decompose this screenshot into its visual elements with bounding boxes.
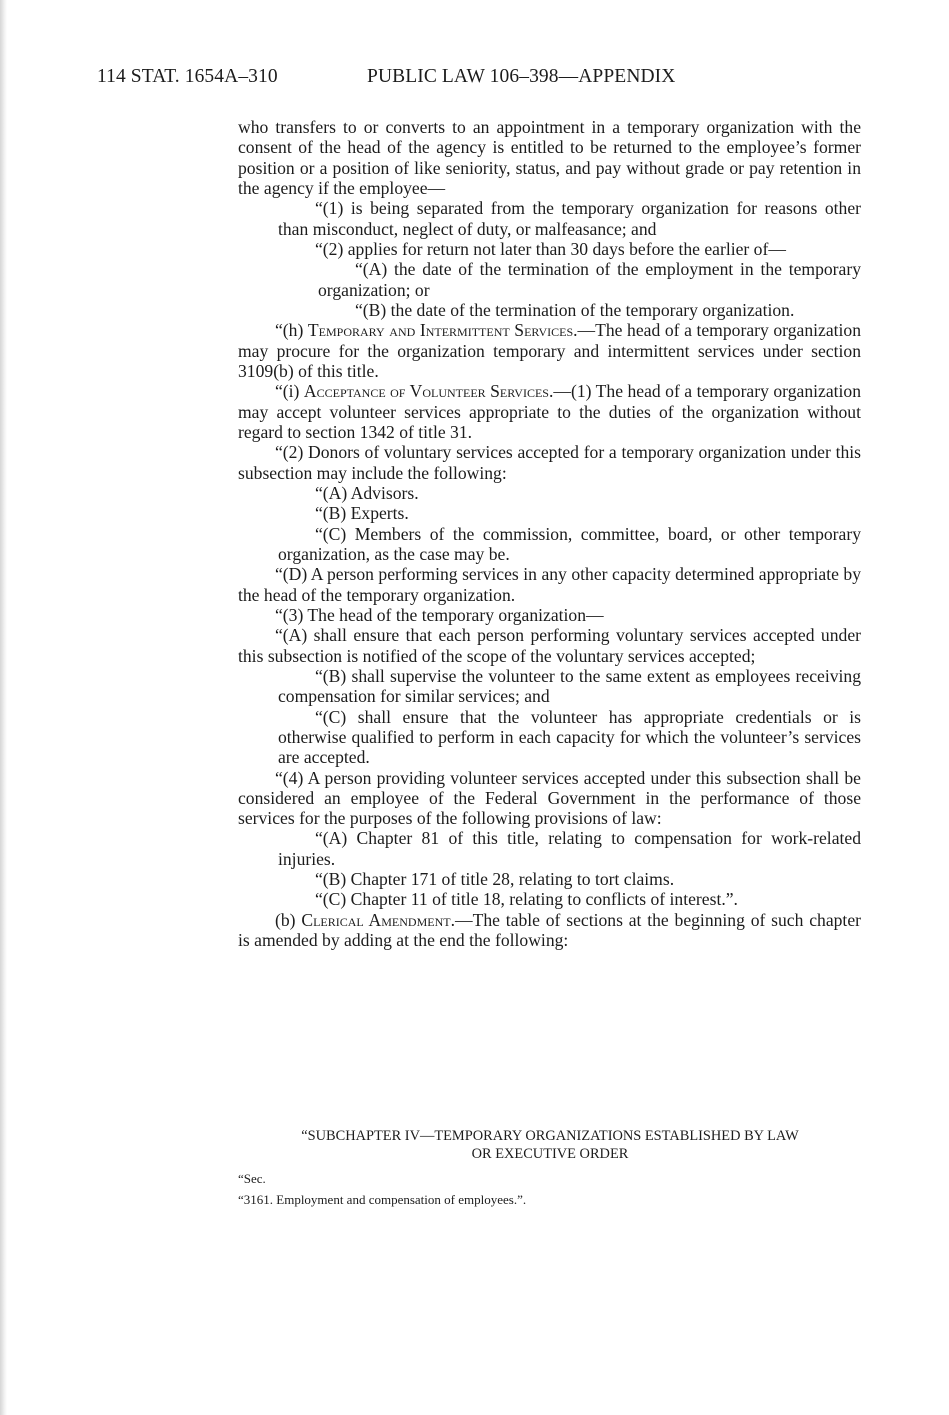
statute-reference: 114 STAT. 1654A–310 bbox=[97, 66, 278, 87]
subsection-i-2: “(2) Donors of voluntary services accepted for a temporary organization under this subsection may include the following: bbox=[238, 442, 861, 483]
subsection-i-4-b: “(B) Chapter 171 of title 28, relating to tort claims. bbox=[315, 869, 675, 890]
paragraph-2: “(2) applies for return not later than 30 days before the earlier of— bbox=[315, 238, 786, 259]
subsection-b bbox=[238, 910, 861, 951]
paragraph-2-a: “(A) the date of the termination of the employment in the temporary organization; or bbox=[318, 259, 861, 300]
paragraph-1: “(1) is being separated from the temporary organization for reasons other than misconduct, neglect of duty, or malfeasance; and bbox=[278, 198, 861, 239]
subsection-b-text: .—The table of sections at the beginning of such chapter is amended by adding at the end the following: bbox=[238, 909, 861, 951]
toc-sec-label: “Sec. bbox=[238, 1171, 266, 1186]
subchapter-heading bbox=[200, 1127, 900, 1163]
subsection-i-3-c: “(C) shall ensure that the volunteer has appropriate credentials or is otherwise qualified to perform in each capacity for which the volunteer’s services are accepted. bbox=[278, 706, 861, 768]
subsection-i-2-b: “(B) Experts. bbox=[315, 503, 409, 524]
paragraph-2-b: “(B) the date of the termination of the temporary organization. bbox=[355, 299, 795, 320]
subsection-h-text: .—The head of a temporary organization may procure for the organization temporary and intermittent services under section 3109(b) of this title. bbox=[238, 320, 861, 381]
scan-edge-shadow bbox=[0, 0, 7, 1415]
subsection-i-2-c: “(C) Members of the commission, committee, board, or other temporary organization, as the case may be. bbox=[278, 523, 861, 564]
subsection-h-caption: Temporary and Intermittent Services bbox=[307, 320, 574, 341]
subsection-i-4-c: “(C) Chapter 11 of title 18, relating to conflicts of interest.”. bbox=[315, 889, 738, 910]
subsection-i-2-d: “(D) A person performing services in any other capacity determined appropriate by the head of the temporary organization. bbox=[238, 564, 861, 605]
subsection-i-text: .—(1) The head of a temporary organization may accept volunteer services appropriate to the duties of the organization without regard to section 1342 of title 31. bbox=[238, 381, 861, 442]
subsection-i bbox=[238, 381, 861, 442]
subsection-h-number: “(h) bbox=[275, 320, 308, 341]
subsection-i-4: “(4) A person providing volunteer services accepted under this subsection shall be considered an employee of the Federal Government in the performance of those services for the purposes of the following provisions of law: bbox=[238, 767, 861, 829]
subsection-i-3-a: “(A) shall ensure that each person performing voluntary services accepted under this subsection is notified of the scope of the voluntary services accepted; bbox=[238, 625, 861, 666]
page-body bbox=[238, 117, 861, 950]
subsection-h bbox=[238, 320, 861, 381]
toc-item: “3161. Employment and compensation of employees.”. bbox=[238, 1192, 527, 1207]
subsection-i-3-b: “(B) shall supervise the volunteer to the same extent as employees receiving compensation for similar services; and bbox=[278, 665, 861, 707]
subsection-b-caption: Clerical Amendment bbox=[301, 909, 451, 930]
subsection-i-2-a: “(A) Advisors. bbox=[315, 482, 419, 503]
subsection-b-number: (b) bbox=[275, 909, 302, 930]
subsection-i-caption: Acceptance of Volunteer Services bbox=[303, 381, 549, 402]
paragraph-intro: who transfers to or converts to an appointment in a temporary organization with the consent of the head of the agency is entitled to be returned to the employee’s former position or a position of like seniority, status, and pay without grade or pay retention in the agency if the employee— bbox=[238, 117, 861, 198]
subchapter-heading-line-2: OR EXECUTIVE ORDER bbox=[471, 1146, 629, 1162]
public-law-reference: PUBLIC LAW 106–398—APPENDIX bbox=[367, 66, 676, 87]
subchapter-heading-line-1: “SUBCHAPTER IV—TEMPORARY ORGANIZATIONS ESTABLISHED BY LAW bbox=[301, 1128, 799, 1144]
subsection-i-4-a: “(A) Chapter 81 of this title, relating to compensation for work-related injuries. bbox=[278, 828, 861, 869]
subsection-i-3: “(3) The head of the temporary organization— bbox=[275, 604, 604, 625]
subsection-i-number: “(i) bbox=[275, 381, 304, 402]
